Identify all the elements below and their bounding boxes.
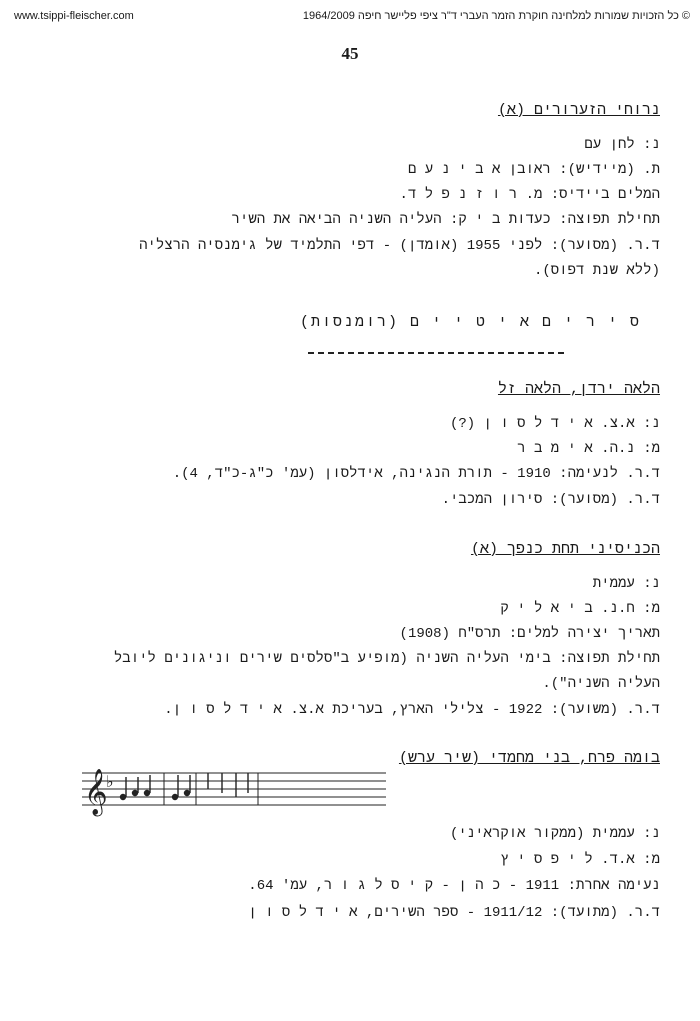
svg-text:𝄞: 𝄞 (84, 769, 108, 815)
music-staff-snippet (82, 763, 386, 817)
section-4-title: הכניסיני תחת כנפך (א) (470, 541, 660, 558)
copyright-notice: © כל הזכויות שמורות למלחינה חוקרת הזמר העברי ד"ר ציפי פליישר חיפה 1964/2009 (302, 10, 690, 22)
section-1-title: נרוחי הזערורים (א) (497, 102, 660, 119)
section-4-line-6: ד.ר. (משוער): 1922 - צלילי הארץ, בעריכת א.צ. א י ד ל ס ו ן. (164, 702, 660, 718)
section-3-line-3: ד.ר. לנעימה: 1910 - תורת הנגינה, אידלסון (עמ' כ"ג-כ"ד, 4). (172, 466, 660, 482)
svg-text:♭: ♭ (106, 772, 114, 791)
section-4-line-4: תחילת תפוצה: בימי העליה השניה (מופיע ב"סלסים שירים וניגונים ליובל (113, 651, 660, 667)
section-4-line-3: תאריך יצירה למלים: תרס"ח (1908) (399, 626, 660, 642)
section-4-line-1: נ: עממית (592, 576, 660, 592)
section-3-title: הלאה ירדן, הלאה זל (497, 381, 660, 398)
section-1-line-5: ד.ר. (מסוער): לפני 1955 (אומדן) - דפי התלמיד של גימנסיה הרצליה (139, 238, 660, 254)
section-5-line-1: נ: עממית (ממקור אוקראיני) (449, 826, 660, 842)
section-5-line-4: ד.ר. (מתועד): 1911/12 - ספר השירים, א י ד ל ס ו ן (248, 905, 660, 921)
section-1-line-6: (ללא שנת דפוס). (533, 263, 660, 279)
section-4-line-5: העליה השניה"). (542, 676, 660, 692)
section-3-line-2: מ: נ.ה. א י מ ב ר (517, 441, 660, 457)
page-number: 45 (341, 44, 359, 63)
section-3-line-4: ד.ר. (מסוער): סירון המכבי. (441, 492, 660, 508)
section-1-line-3: המלים ביידיס: מ. ר ו ז נ פ ל ד. (399, 187, 660, 203)
section-4-line-2: מ: ח.נ. ב י א ל י ק (500, 601, 660, 617)
section-1-line-4: תחילת תפוצה: כעדות ב י ק: העליה השניה הביאה את השיר (231, 212, 660, 228)
section-1-line-2: ת. (מיידיש): ראובן א ב י נ ע ם (407, 162, 660, 178)
dashed-divider (308, 352, 564, 354)
section-3-line-1: נ: א.צ. א י ד ל ס ו ן (?) (449, 416, 660, 432)
section-5-title: בומה פרח, בני מחמדי (שיר ערש) (398, 750, 660, 767)
section-5-line-2: מ: א.ד. ל י פ ס י ץ (500, 852, 660, 868)
section-1-line-1: נ: לחן עם (584, 137, 660, 153)
website-url: www.tsippi-fleischer.com (14, 10, 134, 22)
section-2-title: ס י ר י ם א י ט י י ם (רומנסות) (300, 314, 642, 331)
section-5-line-3: נעימה אחרת: 1911 - כ ה ן - ק י ס ל ג ו ר, עמ' 64. (248, 878, 660, 894)
